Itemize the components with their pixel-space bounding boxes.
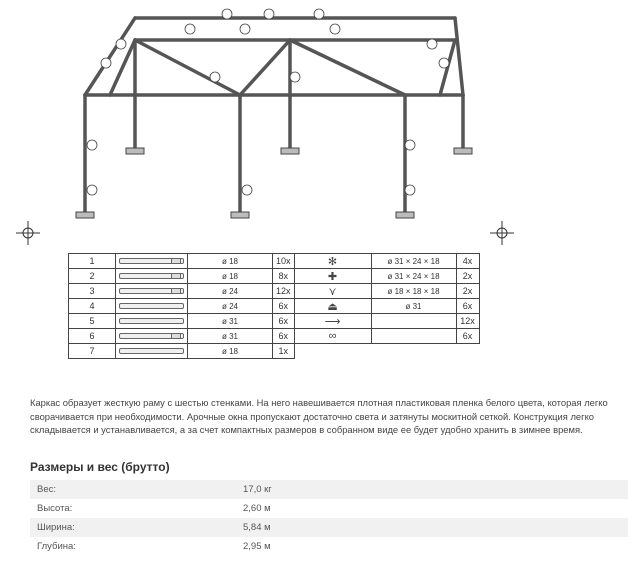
part-quantity: 10x bbox=[273, 254, 295, 269]
fitting-size: ø 31 × 24 × 18 bbox=[371, 269, 456, 284]
fitting-quantity: 6x bbox=[456, 299, 479, 314]
part-quantity: 1x bbox=[273, 344, 295, 359]
foot-plate-icon: ⏏ bbox=[294, 299, 371, 314]
fitting-quantity: 12x bbox=[456, 314, 479, 329]
junction-4way-icon: ✚ bbox=[294, 269, 371, 284]
junction-6way-icon: ✻ bbox=[294, 254, 371, 269]
part-number: 4 bbox=[69, 299, 116, 314]
part-diameter: ø 24 bbox=[188, 284, 273, 299]
table-row bbox=[69, 254, 480, 269]
spec-label: Ширина: bbox=[37, 522, 75, 533]
tent-frame-diagram bbox=[0, 0, 640, 250]
spec-row-width bbox=[30, 518, 628, 537]
part-number: 5 bbox=[69, 314, 116, 329]
part-quantity: 6x bbox=[273, 314, 295, 329]
pipe-illustration bbox=[116, 284, 188, 299]
table-row bbox=[69, 269, 480, 284]
part-number: 1 bbox=[69, 254, 116, 269]
spec-row-weight bbox=[30, 480, 628, 499]
spec-label: Глубина: bbox=[37, 541, 76, 552]
fitting-size bbox=[371, 314, 456, 329]
part-quantity: 6x bbox=[273, 329, 295, 344]
specs-table bbox=[30, 480, 628, 556]
part-diameter: ø 18 bbox=[188, 254, 273, 269]
fitting-size bbox=[371, 329, 456, 344]
part-diameter: ø 31 bbox=[188, 329, 273, 344]
guy-rope-icon: ∞ bbox=[294, 329, 371, 344]
pipe-illustration bbox=[116, 344, 188, 359]
pipe-illustration bbox=[116, 329, 188, 344]
part-diameter: ø 24 bbox=[188, 299, 273, 314]
spec-value: 2,60 м bbox=[243, 503, 271, 514]
fitting-quantity: 2x bbox=[456, 269, 479, 284]
pipe-illustration bbox=[116, 314, 188, 329]
part-diameter: ø 31 bbox=[188, 314, 273, 329]
ground-peg-icon: ⟶ bbox=[294, 314, 371, 329]
part-quantity: 6x bbox=[273, 299, 295, 314]
table-row bbox=[69, 344, 480, 359]
part-quantity: 8x bbox=[273, 269, 295, 284]
spec-value: 17,0 кг bbox=[243, 484, 272, 495]
parts-table bbox=[68, 253, 480, 359]
pipe-illustration bbox=[116, 299, 188, 314]
empty-cell bbox=[456, 344, 479, 359]
table-row bbox=[69, 314, 480, 329]
pipe-illustration bbox=[116, 254, 188, 269]
spec-value: 2,95 м bbox=[243, 541, 271, 552]
table-row bbox=[69, 329, 480, 344]
part-number: 6 bbox=[69, 329, 116, 344]
part-number: 7 bbox=[69, 344, 116, 359]
junction-3way-icon: ⋎ bbox=[294, 284, 371, 299]
fitting-quantity: 2x bbox=[456, 284, 479, 299]
fitting-quantity: 4x bbox=[456, 254, 479, 269]
empty-cell bbox=[371, 344, 456, 359]
spec-label: Высота: bbox=[37, 503, 73, 514]
fitting-size: ø 18 × 18 × 18 bbox=[371, 284, 456, 299]
fitting-size: ø 31 bbox=[371, 299, 456, 314]
table-row bbox=[69, 284, 480, 299]
fitting-size: ø 31 × 24 × 18 bbox=[371, 254, 456, 269]
part-diameter: ø 18 bbox=[188, 269, 273, 284]
part-number: 3 bbox=[69, 284, 116, 299]
spec-row-depth bbox=[30, 537, 628, 556]
spec-row-height bbox=[30, 499, 628, 518]
spec-value: 5,84 м bbox=[243, 522, 271, 533]
spec-label: Вес: bbox=[37, 484, 57, 495]
part-diameter: ø 18 bbox=[188, 344, 273, 359]
product-description: Каркас образует жесткую раму с шестью стенками. На него навешивается плотная пластиковая пленка белого цвета, которая легко сворачивается при необходимости. Арочные окна пропускают достаточно света и затянуты москитной сеткой. Конструкция легко складывается и устанавливается, а за счет компактных размеров в собранном виде ее будет удобно хранить в зимнее время. bbox=[30, 397, 608, 435]
fitting-quantity: 6x bbox=[456, 329, 479, 344]
specs-heading: Размеры и вес (брутто) bbox=[30, 460, 170, 474]
table-row bbox=[69, 299, 480, 314]
part-number: 2 bbox=[69, 269, 116, 284]
part-quantity: 12x bbox=[273, 284, 295, 299]
pipe-illustration bbox=[116, 269, 188, 284]
empty-cell bbox=[294, 344, 371, 359]
